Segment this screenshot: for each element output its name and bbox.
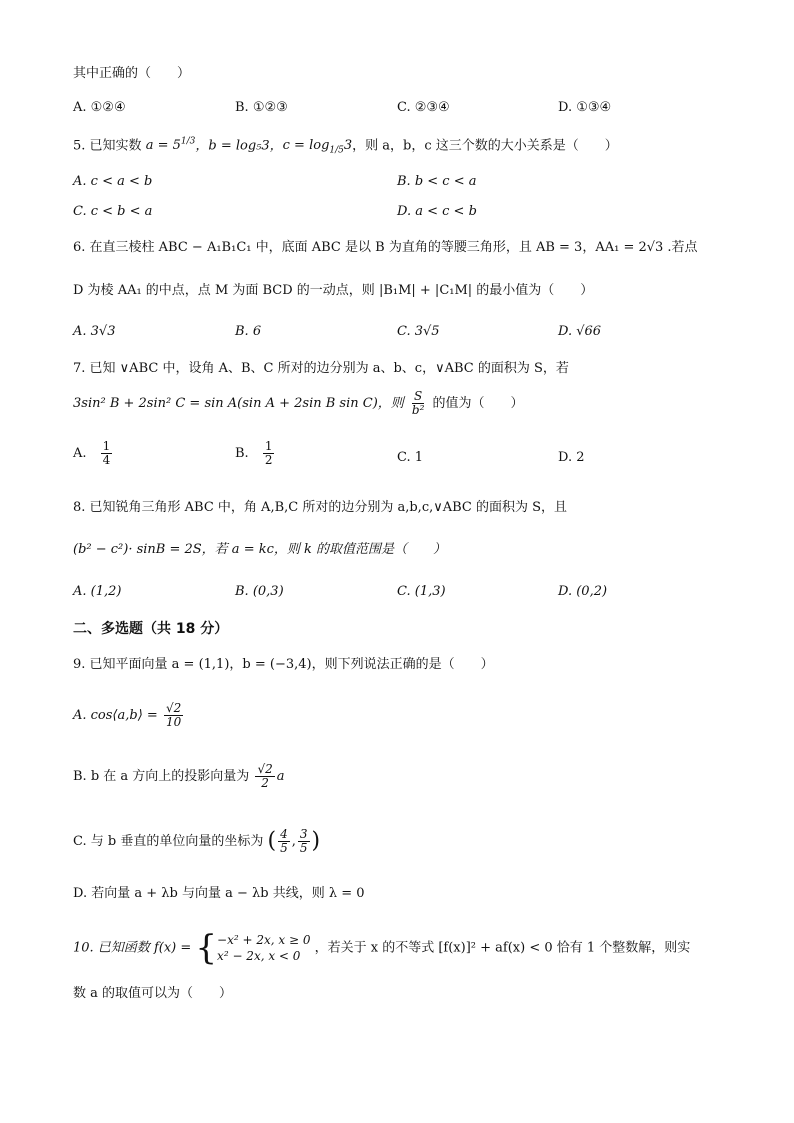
section-title-multiple-choice: 二、多选题（共 18 分） — [73, 621, 229, 637]
q9-option-d: D. 若向量 a + λb 与向量 a − λb 共线，则 λ = 0 — [73, 886, 365, 901]
q8-line1: 8. 已知锐角三角形 ABC 中，角 A,B,C 所对的边分别为 a,b,c,∨ABC 的面积为 S，且 — [73, 500, 568, 515]
q6-option-d: D. √66 — [558, 324, 602, 339]
q4-option-c: C. ②③④ — [397, 100, 450, 115]
q5-c-base: 1/5 — [329, 145, 344, 156]
q7-option-d: D. 2 — [558, 450, 585, 465]
q8-option-a: A. (1,2) — [73, 584, 122, 599]
q5-prefix: 5. 已知实数 — [73, 138, 142, 154]
q10-line1: 10. 已知函数 f(x) = { −x² + 2x, x ≥ 0 x² − 2x, x < 0 ，若关于 x 的不等式 [f(x)]² + af(x) < 0 恰有 1 个整数解，则实 — [73, 928, 691, 968]
q4-stem: 其中正确的（ ） — [73, 66, 191, 81]
q7-equation: 3sin² B + 2sin² C = sin A(sin A + 2sin B sin C)，则 — [73, 396, 404, 411]
q6-option-b: B. 6 — [235, 324, 262, 339]
q5-a-expr: $a = 5^{1/3}$ — [145, 137, 196, 154]
q5-a-exponent: 1/3 — [180, 137, 196, 147]
q7-option-a: A. $\frac{1}{4}$ — [73, 439, 111, 467]
q5-c-expr: $c = \log_{1/5}3$ — [282, 138, 353, 156]
q5-option-c: C. c < b < a — [73, 204, 153, 219]
q8-line2: (b² − c²)· sinB = 2S，若 a = kc，则 k 的取值范围是（ ） — [73, 542, 447, 557]
q5-option-d: D. a < c < b — [397, 204, 477, 219]
q6-line2: D 为棱 AA₁ 的中点，点 M 为面 BCD 的一动点，则 |B₁M| + |C₁M| 的最小值为（ ） — [73, 283, 594, 298]
q10-piecewise: { −x² + 2x, x ≥ 0 x² − 2x, x < 0 — [195, 928, 311, 968]
q5-b-expr: ，b = log₅3， — [195, 138, 283, 154]
q5-option-a: A. c < a < b — [73, 174, 153, 189]
q4-option-b: B. ①②③ — [235, 100, 288, 115]
q5-stem — [73, 132, 618, 161]
q10-line2: 数 a 的取值可以为（ ） — [73, 986, 233, 1001]
q7-option-c: C. 1 — [397, 450, 424, 465]
q8-option-b: B. (0,3) — [235, 584, 284, 599]
q9-stem: 9. 已知平面向量 a = (1,1)，b = (−3,4)，则下列说法正确的是（ ） — [73, 657, 494, 672]
q8-option-c: C. (1,3) — [397, 584, 446, 599]
q7-line1: 7. 已知 ∨ABC 中，设角 A、B、C 所对的边分别为 a、b、c，∨ABC 的面积为 S，若 — [73, 361, 569, 376]
q9-option-c: C. 与 b 垂直的单位向量的坐标为 ( $\frac{4}{5}$ , $\frac{3}{5}$ ) — [73, 827, 321, 855]
q6-option-c: C. 3√5 — [397, 324, 440, 339]
q9-option-a: A. cos⟨a,b⟩ = $\frac{√2}{10}$ — [73, 701, 182, 729]
q9-option-b: B. b 在 a 方向上的投影向量为 $\frac{√2}{2}$ a — [73, 762, 285, 790]
q4-option-d: D. ①③④ — [558, 100, 612, 115]
q7-ask: 的值为（ ） — [432, 396, 524, 411]
q6-line1: 6. 在直三棱柱 ABC − A₁B₁C₁ 中，底面 ABC 是以 B 为直角的等腰三角形，且 AB = 3，AA₁ = 2√3 .若点 — [73, 240, 698, 255]
q5-option-b: B. b < c < a — [397, 174, 477, 189]
q5-suffix: ，则 a，b，c 这三个数的大小关系是（ ） — [352, 138, 618, 154]
q7-fraction: $\frac{S}{\text{b²}}$ — [411, 389, 425, 417]
q7-option-b: B. $\frac{1}{2}$ — [235, 439, 273, 467]
q8-option-d: D. (0,2) — [558, 584, 608, 599]
q7-line2 — [73, 390, 524, 417]
q6-option-a: A. 3√3 — [73, 324, 116, 339]
q4-option-a: A. ①②④ — [73, 100, 126, 115]
